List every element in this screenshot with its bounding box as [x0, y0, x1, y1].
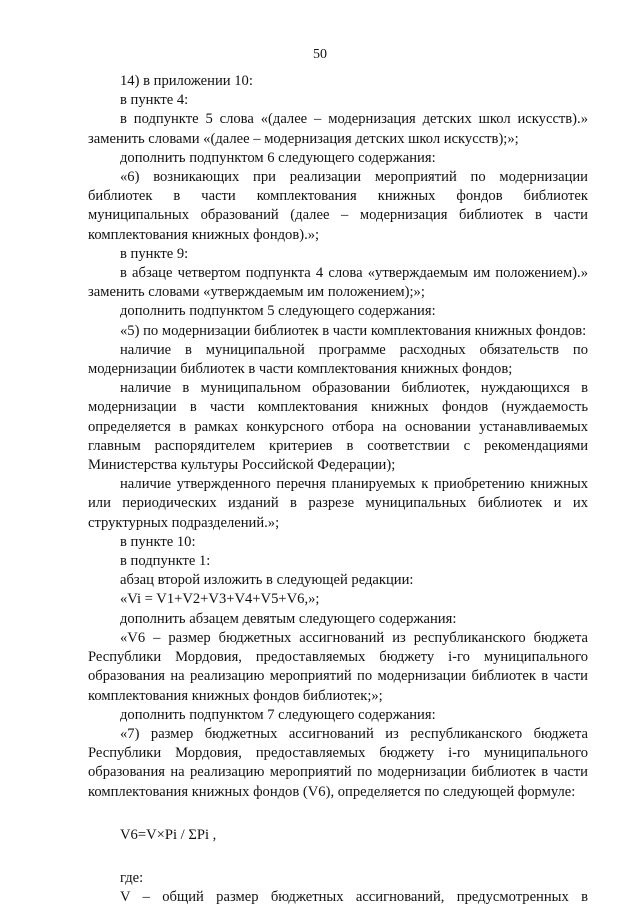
- paragraph: «6) возникающих при реализации мероприятий по модернизации библиотек в части комплектования книжных фондов библиотек муниципальных образований (далее – модернизация библиотек в части комплектования книжных фондов).»;: [88, 169, 588, 243]
- paragraph: «V6 – размер бюджетных ассигнований из республиканского бюджета Республики Мордовия, предоставляемых бюджету i-го муниципального образования на реализацию мероприятий по модернизации библиотек в части комплектования книжных фондов библиотек;»;: [88, 629, 588, 704]
- paragraph: в подпункте 1:: [120, 553, 211, 570]
- page-number: 50: [313, 47, 327, 62]
- paragraph: в пункте 10:: [120, 533, 196, 550]
- paragraph: дополнить подпунктом 7 следующего содержания:: [120, 706, 436, 723]
- paragraph: в пункте 9:: [120, 245, 189, 262]
- paragraph: где:: [120, 869, 144, 886]
- paragraph: в абзаце четвертом подпункта 4 слова «утверждаемым им положением).» заменить словами «утверждаемым им положением);»;: [88, 265, 588, 301]
- paragraph: абзац второй изложить в следующей редакции:: [120, 572, 414, 589]
- paragraph: в подпункте 5 слова «(далее – модернизация детских школ искусств).» заменить словами «(далее – модернизация детских школ искусств);»;: [88, 111, 588, 147]
- paragraph: «5) по модернизации библиотек в части комплектования книжных фондов:: [120, 322, 587, 339]
- paragraph: наличие в муниципальной программе расходных обязательств по модернизации библиотек в части комплектования книжных фондов;: [88, 341, 588, 378]
- paragraph: дополнить подпунктом 5 следующего содержания:: [120, 303, 436, 320]
- paragraph: V – общий размер бюджетных ассигнований, предусмотренных в: [120, 889, 588, 906]
- paragraph: дополнить подпунктом 6 следующего содержания:: [120, 149, 436, 166]
- paragraph: в пункте 4:: [120, 92, 189, 109]
- paragraph: 14) в приложении 10:: [120, 73, 253, 89]
- paragraph: наличие утвержденного перечня планируемых к приобретению книжных или периодических изданий в разрезе муниципальных библиотек и их структурных подразделений.»;: [88, 476, 588, 531]
- document-body: [88, 72, 588, 907]
- formula-line: «Vi = V1+V2+V3+V4+V5+V6,»;: [120, 591, 320, 608]
- paragraph: дополнить абзацем девятым следующего содержания:: [120, 610, 457, 627]
- paragraph: наличие в муниципальном образовании библиотек, нуждающихся в модернизации в части комплектования книжных фондов (нуждаемость определяется в рамках конкурсного отбора на основании устанавливаемых главным распорядителем критериев в соответствии с рекомендациями Министерства культуры Российской Федерации);: [88, 380, 588, 474]
- paragraph: «7) размер бюджетных ассигнований из республиканского бюджета Республики Мордовия, предоставляемых бюджету i-го муниципального образования на реализацию мероприятий по модернизации библиотек в части комплектования книжных фондов (V6), определяется по следующей формуле:: [88, 725, 588, 800]
- formula: V6=V×Pi / ΣPi ,: [120, 826, 217, 843]
